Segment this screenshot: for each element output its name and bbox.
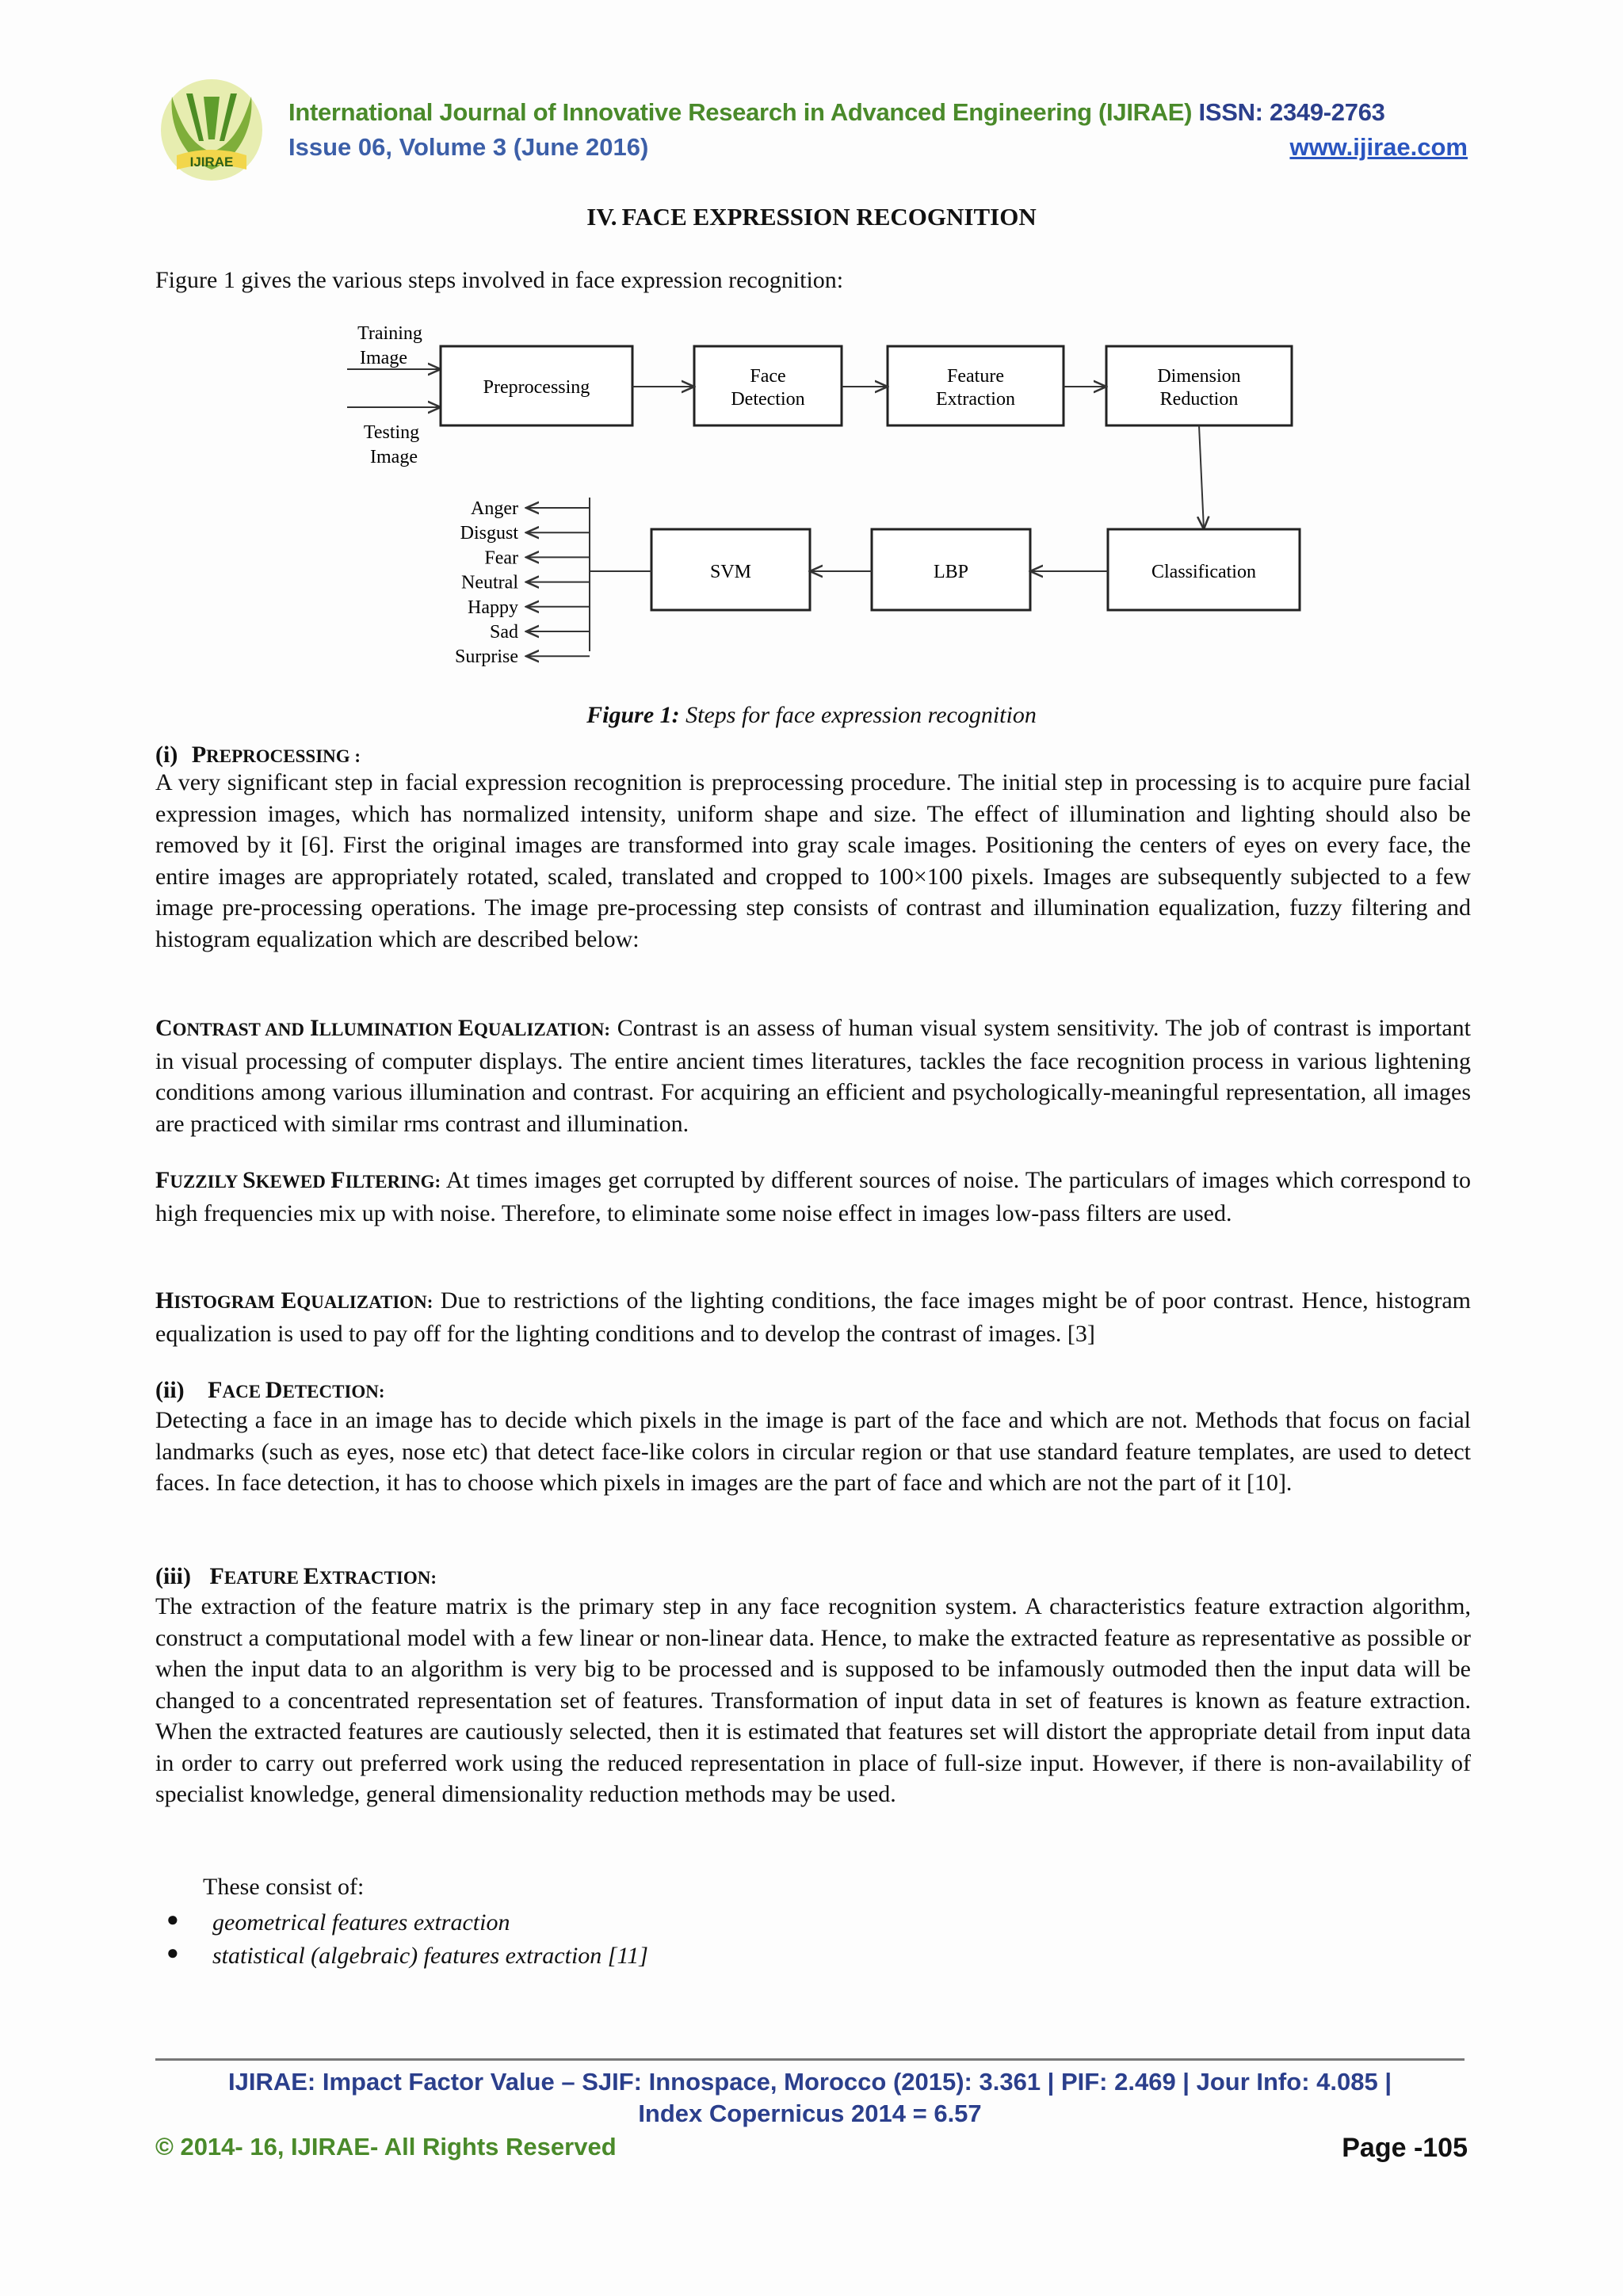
histogram-paragraph [155, 1285, 1471, 1349]
emotion-label-happy: Happy [468, 597, 518, 618]
feature-extraction-number: (iii) [155, 1563, 191, 1589]
figure-caption-text: Steps for face expression recognition [679, 702, 1037, 728]
section-title: IV. FACE EXPRESSION RECOGNITION [586, 203, 1037, 231]
page-number: Page -105 [1342, 2133, 1468, 2163]
footer-impact-line: IJIRAE: Impact Factor Value – SJIF: Innospace, Morocco (2015): 3.361 | PIF: 2.469 | Jour Info: 4.085 | [228, 2068, 1392, 2096]
svg-text:IJIRAE: IJIRAE [189, 154, 234, 170]
feature-extraction-label: Feature [947, 366, 1004, 387]
figure-caption-label: Figure 1: [586, 702, 680, 728]
emotion-label-disgust: Disgust [460, 523, 518, 544]
issue-text: Issue 06, Volume 3 (June 2016) [288, 133, 649, 161]
testing-image-label: Testing [363, 422, 420, 443]
dimension-reduction-label-2: Reduction [1159, 389, 1239, 410]
classification-label: Classification [1151, 562, 1256, 582]
preprocessing-number: (i) [155, 742, 178, 768]
journal-issn: ISSN: 2349-2763 [1198, 98, 1385, 126]
arrow-dimension-to-classification [1199, 425, 1204, 529]
footer-divider [155, 2058, 1465, 2061]
emotion-label-surprise: Surprise [455, 646, 518, 668]
bullet-icon: ● [166, 1941, 179, 1964]
consist-line: These consist of: [203, 1874, 365, 1900]
training-image-label-2: Image [360, 348, 407, 368]
intro-paragraph: Figure 1 gives the various steps involved in face expression recognition: [155, 267, 844, 293]
contrast-heading: CONTRAST AND ILLUMINATION EQUALIZATION: [155, 1015, 611, 1041]
preprocessing-title: PREPROCESSING : [191, 742, 361, 768]
feature-extraction-paragraph: The extraction of the feature matrix is the primary step in any face recognition system. A characteristics feature extraction algorithm, construct a computational model with a few linear or non-linear data. Hence, to make the extracted feature as representative as possible or when the input data to an algorithm is very big to be processed and is supposed to be infamously outmoded then the input data will be changed to a concentrated representation set of features. Transformation of input data in set of features is known as feature extraction. When the extracted features are cautiously selected, then it is estimated that features set will distort the appropriate detail from input data in order to carry out preferred work using the reduced representation in place of full-size input. However, if there is non-availability of specialist knowledge, general dimensionality reduction methods may be used. [155, 1593, 1471, 1807]
emotion-label-fear: Fear [484, 547, 518, 569]
face-detection-paragraph: Detecting a face in an image has to decide which pixels in the image is part of the face and which are not. Methods that focus on facial landmarks (such as eyes, nose etc) that detect face-like colors in circular region or that use standard feature templates, are used to detect faces. In face detection, it has to choose which pixels in images are the part of face and which are not the part of it [10]. [155, 1407, 1471, 1496]
journal-url-link[interactable]: www.ijirae.com [1289, 133, 1468, 161]
contrast-paragraph [155, 1013, 1471, 1139]
lbp-label: LBP [933, 562, 969, 582]
feature-extraction-title: FEATURE EXTRACTION: [209, 1563, 437, 1589]
face-detection-label: Face [750, 366, 786, 387]
testing-image-label-2: Image [370, 447, 418, 467]
preprocessing-paragraph: A very significant step in facial expression recognition is preprocessing procedure. The initial step in processing is to acquire pure facial expression images, which has normalized intensity, uniform shape and size. The effect of illumination and lighting should also be removed by it [6]. First the original images are transformed into gray scale images. Positioning the centers of eyes on every face, the entire images are appropriately rotated, scaled, translated and cropped to 100×100 pixels. Images are subsequently subjected to a few image pre-processing operations. The image pre-processing step consists of contrast and illumination equalization, fuzzy filtering and histogram equalization which are described below: [155, 769, 1471, 952]
issue-line [288, 133, 1468, 162]
histogram-heading: HISTOGRAM EQUALIZATION: [155, 1287, 433, 1314]
face-detection-title: FACE DETECTION: [208, 1377, 385, 1403]
footer-index-line: Index Copernicus 2014 = 6.57 [638, 2100, 982, 2127]
training-image-label: Training [357, 323, 422, 344]
face-detection-number: (ii) [155, 1377, 185, 1403]
footer-copyright: © 2014- 16, IJIRAE- All Rights Reserved [155, 2133, 617, 2161]
feature-extraction-heading [155, 1561, 1471, 1594]
emotion-label-anger: Anger [471, 498, 518, 519]
journal-title: International Journal of Innovative Research in Advanced Engineering (IJIRAE) [288, 98, 1193, 126]
face-detection-heading [155, 1375, 1471, 1408]
journal-header [288, 98, 1468, 127]
list-item-text: geometrical features extraction [212, 1909, 510, 1936]
contrast-body: Contrast is an assess of human visual system sensitivity. The job of contrast is important in visual processing of computer displays. The entire ancient times literatures, tackles the face recognition process in various lightening conditions among various illumination and contrast. For acquiring an efficient and psychologically-meaningful representation, all images are practiced with similar rms contrast and illumination. [155, 1015, 1471, 1137]
feature-extraction-label-2: Extraction [936, 389, 1015, 410]
emotion-label-neutral: Neutral [461, 572, 518, 593]
fuzzy-body: At times images get corrupted by different sources of noise. The particulars of images which correspond to high frequencies mix up with noise. Therefore, to eliminate some noise effect in images low-pass filters are used. [155, 1167, 1472, 1226]
list-item-text: statistical (algebraic) features extraction [11] [212, 1943, 648, 1969]
preprocessing-label: Preprocessing [483, 377, 590, 398]
svm-label: SVM [709, 562, 752, 582]
figure-caption [0, 702, 1623, 729]
fuzzy-heading: FUZZILY SKEWED FILTERING: [155, 1167, 441, 1193]
fuzzy-paragraph [155, 1165, 1471, 1229]
emotion-label-sad: Sad [490, 622, 518, 643]
histogram-body: Due to restrictions of the lighting conditions, the face images might be of poor contrast. Hence, histogram equalization is used to pay off for the lighting conditions and to develop the contrast of images. [3] [155, 1287, 1471, 1347]
steps-diagram [317, 315, 1316, 680]
emotion-outputs [455, 498, 590, 667]
face-detection-label-2: Detection [731, 389, 805, 410]
dimension-reduction-label: Dimension [1157, 366, 1241, 387]
bullet-icon: ● [166, 1908, 179, 1931]
ijirae-logo [155, 73, 273, 184]
